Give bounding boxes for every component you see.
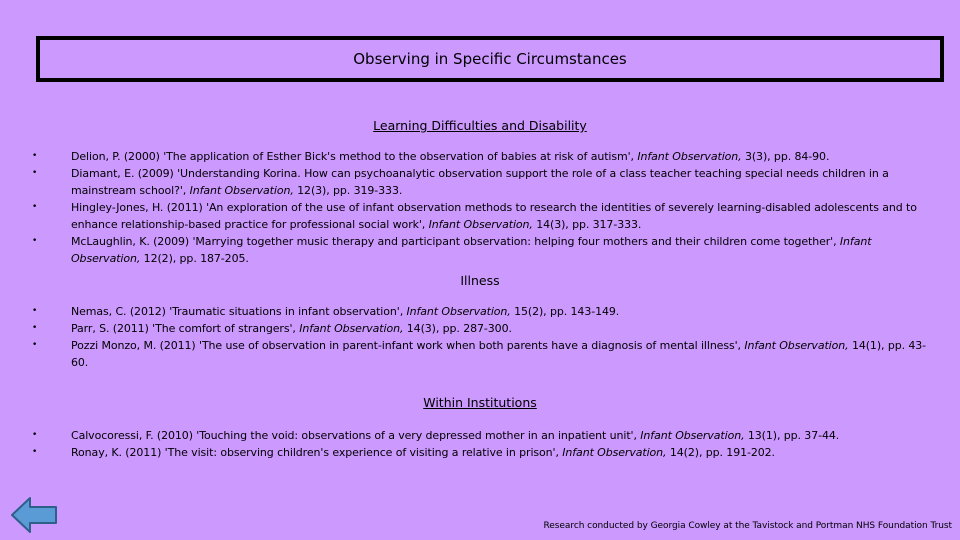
title-box <box>36 36 944 82</box>
reference-item: • McLaughlin, K. (2009) 'Marrying together music therapy and participant observation: helping four mothers and their children come together', Infant Observation, 12(2), pp. 187-205. <box>28 233 928 267</box>
reference-item: • Calvocoressi, F. (2010) 'Touching the void: observations of a very depressed mother in an inpatient unit', Infant Observation, 13(1), pp. 37-44. <box>28 427 928 444</box>
reference-list-institutions <box>28 427 928 461</box>
reference-list-illness <box>28 303 928 371</box>
back-button[interactable] <box>10 496 58 534</box>
reference-list-learning <box>28 148 928 267</box>
footer-credit: Research conducted by Georgia Cowley at the Tavistock and Portman NHS Foundation Trust <box>543 521 952 531</box>
section-heading-institutions: Within Institutions <box>423 395 537 410</box>
reference-item: • Parr, S. (2011) 'The comfort of strangers', Infant Observation, 14(3), pp. 287-300. <box>28 320 928 337</box>
reference-item: • Delion, P. (2000) 'The application of Esther Bick's method to the observation of babies at risk of autism', Infant Observation, 3(3), pp. 84-90. <box>28 148 928 165</box>
left-arrow-icon <box>10 496 58 534</box>
reference-item: • Diamant, E. (2009) 'Understanding Korina. How can psychoanalytic observation support the role of a class teacher teaching special needs children in a mainstream school?', Infant Observation, 12(3), pp. 319-333. <box>28 165 928 199</box>
slide-title: Observing in Specific Circumstances <box>353 50 627 68</box>
reference-item: • Pozzi Monzo, M. (2011) 'The use of observation in parent-infant work when both parents have a diagnosis of mental illness', Infant Observation, 14(1), pp. 43-60. <box>28 337 928 371</box>
section-heading-learning: Learning Difficulties and Disability <box>373 118 587 133</box>
section-heading-illness: Illness <box>460 273 500 288</box>
reference-item: • Ronay, K. (2011) 'The visit: observing children's experience of visiting a relative in prison', Infant Observation, 14(2), pp. 191-202. <box>28 444 928 461</box>
reference-item: • Hingley-Jones, H. (2011) 'An exploration of the use of infant observation methods to research the identities of severely learning-disabled adolescents and to enhance relationship-based practice for professional social work', Infant Observation, 14(3), pp. 317-333. <box>28 199 928 233</box>
reference-item: • Nemas, C. (2012) 'Traumatic situations in infant observation', Infant Observation, 15(2), pp. 143-149. <box>28 303 928 320</box>
